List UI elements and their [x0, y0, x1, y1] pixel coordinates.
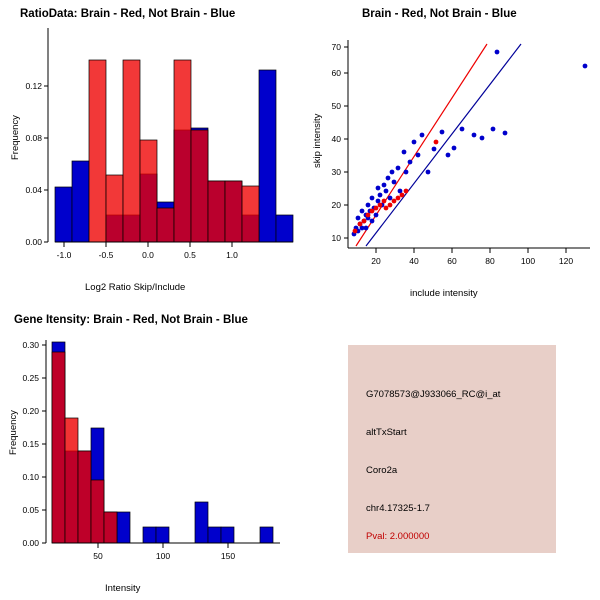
svg-text:100: 100: [155, 551, 171, 561]
gene-hist-xlabel: Intensity: [105, 583, 141, 594]
scatter-plot: [300, 0, 600, 300]
svg-text:0.25: 0.25: [22, 373, 39, 383]
ratio-hist-title: RatioData: Brain - Red, Not Brain - Blue: [20, 8, 236, 20]
info-box: [348, 345, 556, 553]
svg-text:0.12: 0.12: [25, 81, 42, 91]
svg-text:10: 10: [331, 233, 341, 243]
svg-text:1.0: 1.0: [226, 250, 238, 260]
gene-hist-ylabel: Frequency: [8, 410, 19, 455]
panel-ratio-histogram: [0, 0, 300, 300]
svg-text:40: 40: [409, 256, 419, 266]
svg-text:0.20: 0.20: [22, 406, 39, 416]
svg-text:-0.5: -0.5: [98, 250, 114, 260]
notbrain-fit-line: [366, 44, 521, 246]
svg-text:0.04: 0.04: [25, 185, 42, 195]
gene-hist-red-bars: [52, 352, 117, 543]
svg-text:20: 20: [331, 200, 341, 210]
panel-intensity-scatter: [300, 0, 600, 300]
ratio-hist-xlabel: Log2 Ratio Skip/Include: [85, 282, 186, 293]
locus-label: chr4.17325-1.7: [366, 503, 430, 514]
svg-text:-1.0: -1.0: [56, 250, 72, 260]
svg-text:0.08: 0.08: [25, 133, 42, 143]
scatter-ylabel: skip intensity: [312, 113, 323, 168]
svg-text:50: 50: [331, 101, 341, 111]
svg-text:0.5: 0.5: [184, 250, 196, 260]
svg-text:0.00: 0.00: [22, 538, 39, 548]
svg-text:150: 150: [220, 551, 236, 561]
svg-text:20: 20: [371, 256, 381, 266]
gene-name-label: Coro2a: [366, 465, 398, 476]
svg-text:50: 50: [93, 551, 103, 561]
scatter-points-brain: [353, 140, 439, 234]
svg-text:60: 60: [447, 256, 457, 266]
svg-text:60: 60: [331, 68, 341, 78]
scatter-title: Brain - Red, Not Brain - Blue: [362, 8, 517, 20]
probe-id-label: G7078573@J933066_RC@i_at: [366, 389, 501, 400]
svg-text:0.30: 0.30: [22, 340, 39, 350]
pval-label: Pval: 2.000000: [366, 531, 430, 542]
svg-text:80: 80: [485, 256, 495, 266]
ratio-hist-plot: [0, 0, 300, 300]
svg-text:100: 100: [520, 256, 536, 266]
scatter-xlabel: include intensity: [410, 288, 478, 299]
svg-text:0.00: 0.00: [25, 237, 42, 247]
event-type-label: altTxStart: [366, 427, 407, 438]
svg-text:0.10: 0.10: [22, 472, 39, 482]
svg-text:0.0: 0.0: [142, 250, 154, 260]
svg-text:120: 120: [558, 256, 574, 266]
svg-text:0.05: 0.05: [22, 505, 39, 515]
svg-text:70: 70: [331, 42, 341, 52]
panel-gene-histogram: [0, 300, 300, 600]
svg-text:40: 40: [331, 134, 341, 144]
ratio-hist-ylabel: Frequency: [10, 115, 21, 160]
svg-text:0.15: 0.15: [22, 439, 39, 449]
svg-text:30: 30: [331, 167, 341, 177]
gene-hist-title: Gene Itensity: Brain - Red, Not Brain - Blue: [14, 314, 248, 326]
gene-hist-plot: [0, 300, 300, 600]
ratio-hist-red-bars: [89, 60, 259, 242]
